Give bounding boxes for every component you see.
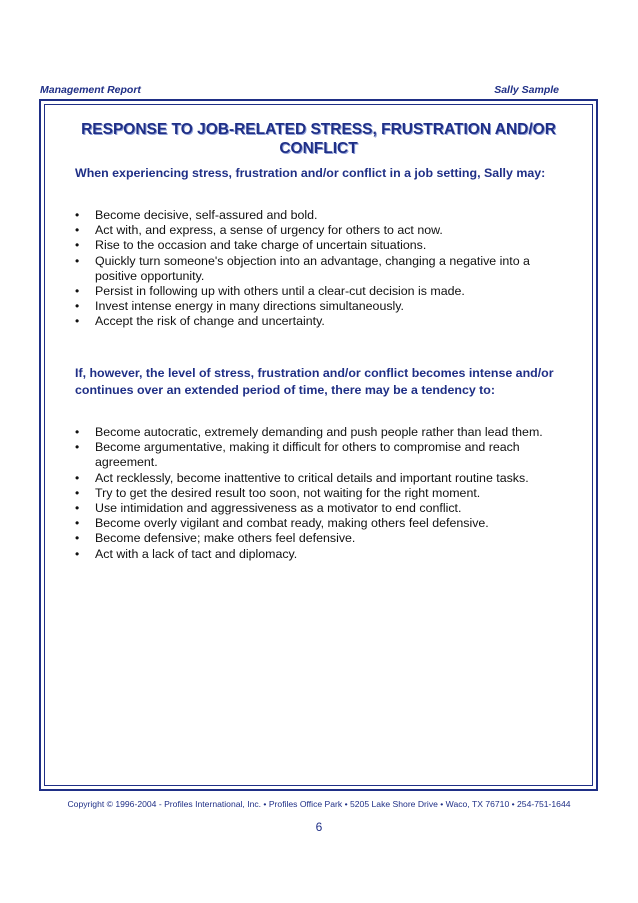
list-item [73, 516, 574, 531]
list-item [73, 299, 574, 314]
list-item [73, 314, 574, 329]
bullet-icon: • [75, 238, 80, 253]
list-item [73, 238, 574, 253]
list-item [73, 501, 574, 516]
page-number: 6 [315, 820, 323, 834]
list-item [73, 208, 574, 223]
list-item [73, 547, 574, 562]
list-item-text: Become decisive, self-assured and bold. [95, 208, 318, 222]
list-item-text: Become overly vigilant and combat ready, making others feel defensive. [95, 516, 489, 531]
list-item-text: Quickly turn someone's objection into an advantage, changing a negative into a positive opportunity. [95, 253, 530, 283]
list-item-text: Use intimidation and aggressiveness as a motivator to end conflict. [95, 501, 462, 516]
bullet-icon: • [75, 501, 80, 516]
list-item-text: Act recklessly, become inattentive to critical details and important routine tasks. [95, 470, 529, 485]
page-title: RESPONSE TO JOB-RELATED STRESS, FRUSTRATION AND/OR CONFLICT [81, 121, 556, 157]
header-right-name: Sally Sample [494, 84, 559, 96]
list-item-text: Become argumentative, making it difficult for others to compromise and reach agreement. [95, 440, 520, 470]
list-item [73, 254, 574, 284]
list-item [73, 425, 574, 440]
copyright-footer: Copyright © 1996-2004 - Profiles International, Inc. • Profiles Office Park • 5205 Lake Shore Drive • Waco, TX 76710 • 254-751-1644 [67, 799, 571, 809]
page-frame [39, 99, 598, 791]
bullet-icon: • [75, 516, 80, 531]
header-left-title: Management Report [40, 84, 141, 96]
bullet-icon: • [75, 314, 80, 329]
list-item-text: Become defensive; make others feel defensive. [95, 531, 356, 546]
bullet-icon: • [75, 531, 80, 546]
list-item-text: Invest intense energy in many directions simultaneously. [95, 299, 405, 314]
bullet-icon: • [75, 440, 80, 455]
list-item [73, 486, 574, 501]
list-item-text: Act with, and express, a sense of urgency for others to act now. [95, 223, 443, 238]
section1-list [73, 208, 574, 330]
bullet-icon: • [75, 208, 80, 222]
list-item-text: Try to get the desired result too soon, not waiting for the right moment. [95, 485, 481, 500]
list-item-text: Rise to the occasion and take charge of uncertain situations. [95, 238, 427, 253]
list-item [73, 471, 574, 486]
section2-lead: If, however, the level of stress, frustration and/or conflict becomes intense and/or continues over an extended period of time, there may be a tendency to: [75, 366, 554, 397]
bullet-icon: • [75, 485, 80, 500]
list-item [73, 440, 574, 470]
bullet-icon: • [75, 470, 80, 485]
bullet-icon: • [75, 253, 80, 268]
bullet-icon: • [75, 223, 80, 238]
list-item-text: Act with a lack of tact and diplomacy. [95, 546, 298, 561]
bullet-icon: • [75, 284, 80, 299]
list-item [73, 531, 574, 546]
bullet-icon: • [75, 299, 80, 314]
list-item-text: Become autocratic, extremely demanding and push people rather than lead them. [95, 425, 543, 439]
list-item-text: Persist in following up with others until a clear-cut decision is made. [95, 284, 465, 299]
list-item [73, 223, 574, 238]
section2-list [73, 425, 574, 562]
section1-lead: When experiencing stress, frustration and/or conflict in a job setting, Sally may: [75, 166, 546, 180]
bullet-icon: • [75, 546, 80, 561]
list-item-text: Accept the risk of change and uncertainty. [95, 314, 325, 329]
bullet-icon: • [75, 425, 80, 439]
list-item [73, 284, 574, 299]
